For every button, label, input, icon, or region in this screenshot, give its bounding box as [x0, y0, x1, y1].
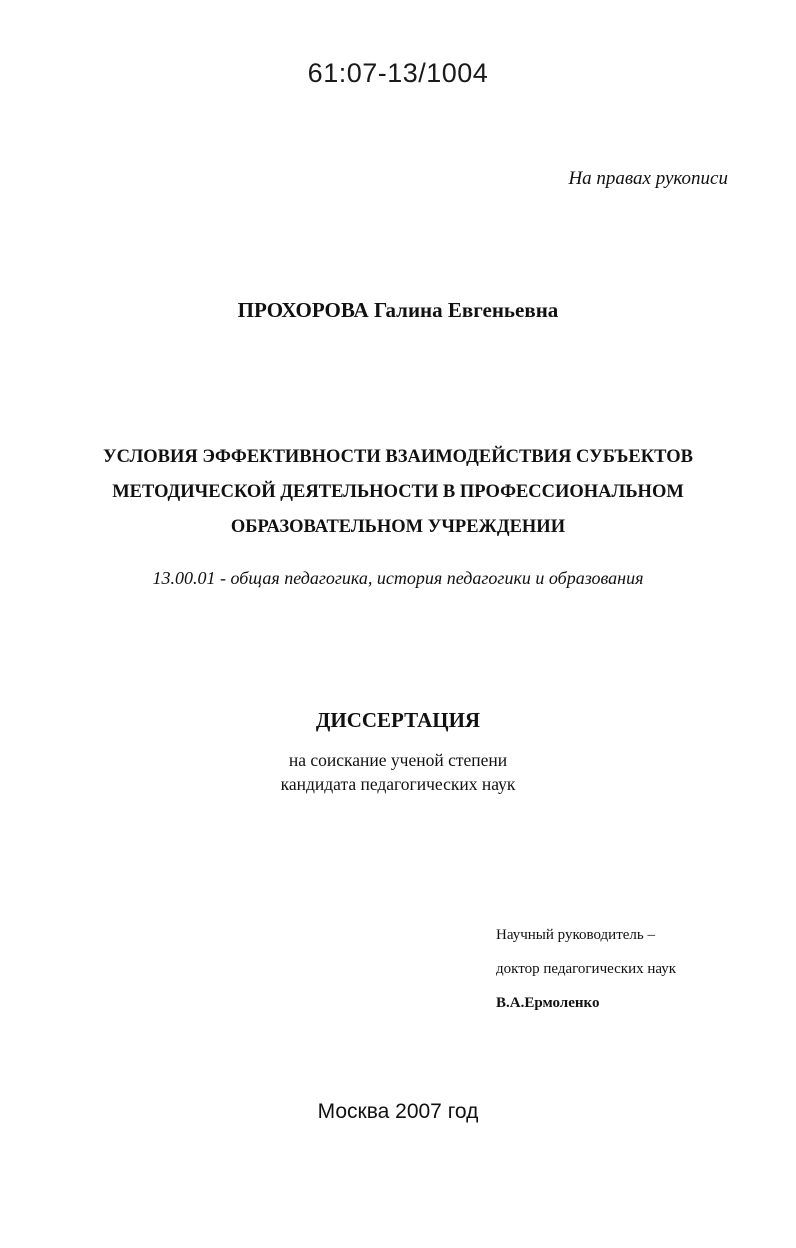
- supervisor-role: Научный руководитель –: [496, 927, 655, 943]
- city-year: Москва 2007 год: [317, 1100, 479, 1123]
- degree-line: кандидата педагогических наук: [280, 774, 516, 794]
- degree-line: на соискание ученой степени: [288, 750, 508, 770]
- supervisor-title: доктор педагогических наук: [496, 961, 677, 977]
- degree-statement: [0, 748, 796, 796]
- specialty-code: 13.00.01 - общая педагогика, история педагогики и образования: [152, 568, 644, 588]
- title-line: УСЛОВИЯ ЭФФЕКТИВНОСТИ ВЗАИМОДЕЙСТВИЯ СУБЪЕКТОВ: [103, 447, 693, 467]
- catalog-stamp: 61:07-13/1004: [307, 58, 489, 88]
- manuscript-note: На правах рукописи: [568, 168, 728, 189]
- dissertation-title: [0, 440, 796, 545]
- supervisor-block: [496, 918, 676, 1020]
- title-line: ОБРАЗОВАТЕЛЬНОМ УЧРЕЖДЕНИИ: [230, 517, 566, 537]
- supervisor-name: В.А.Ермоленко: [496, 995, 600, 1011]
- document-type: ДИССЕРТАЦИЯ: [315, 708, 481, 732]
- author-name: ПРОХОРОВА Галина Евгеньевна: [237, 298, 559, 322]
- title-line: МЕТОДИЧЕСКОЙ ДЕЯТЕЛЬНОСТИ В ПРОФЕССИОНАЛЬНОМ: [112, 482, 684, 502]
